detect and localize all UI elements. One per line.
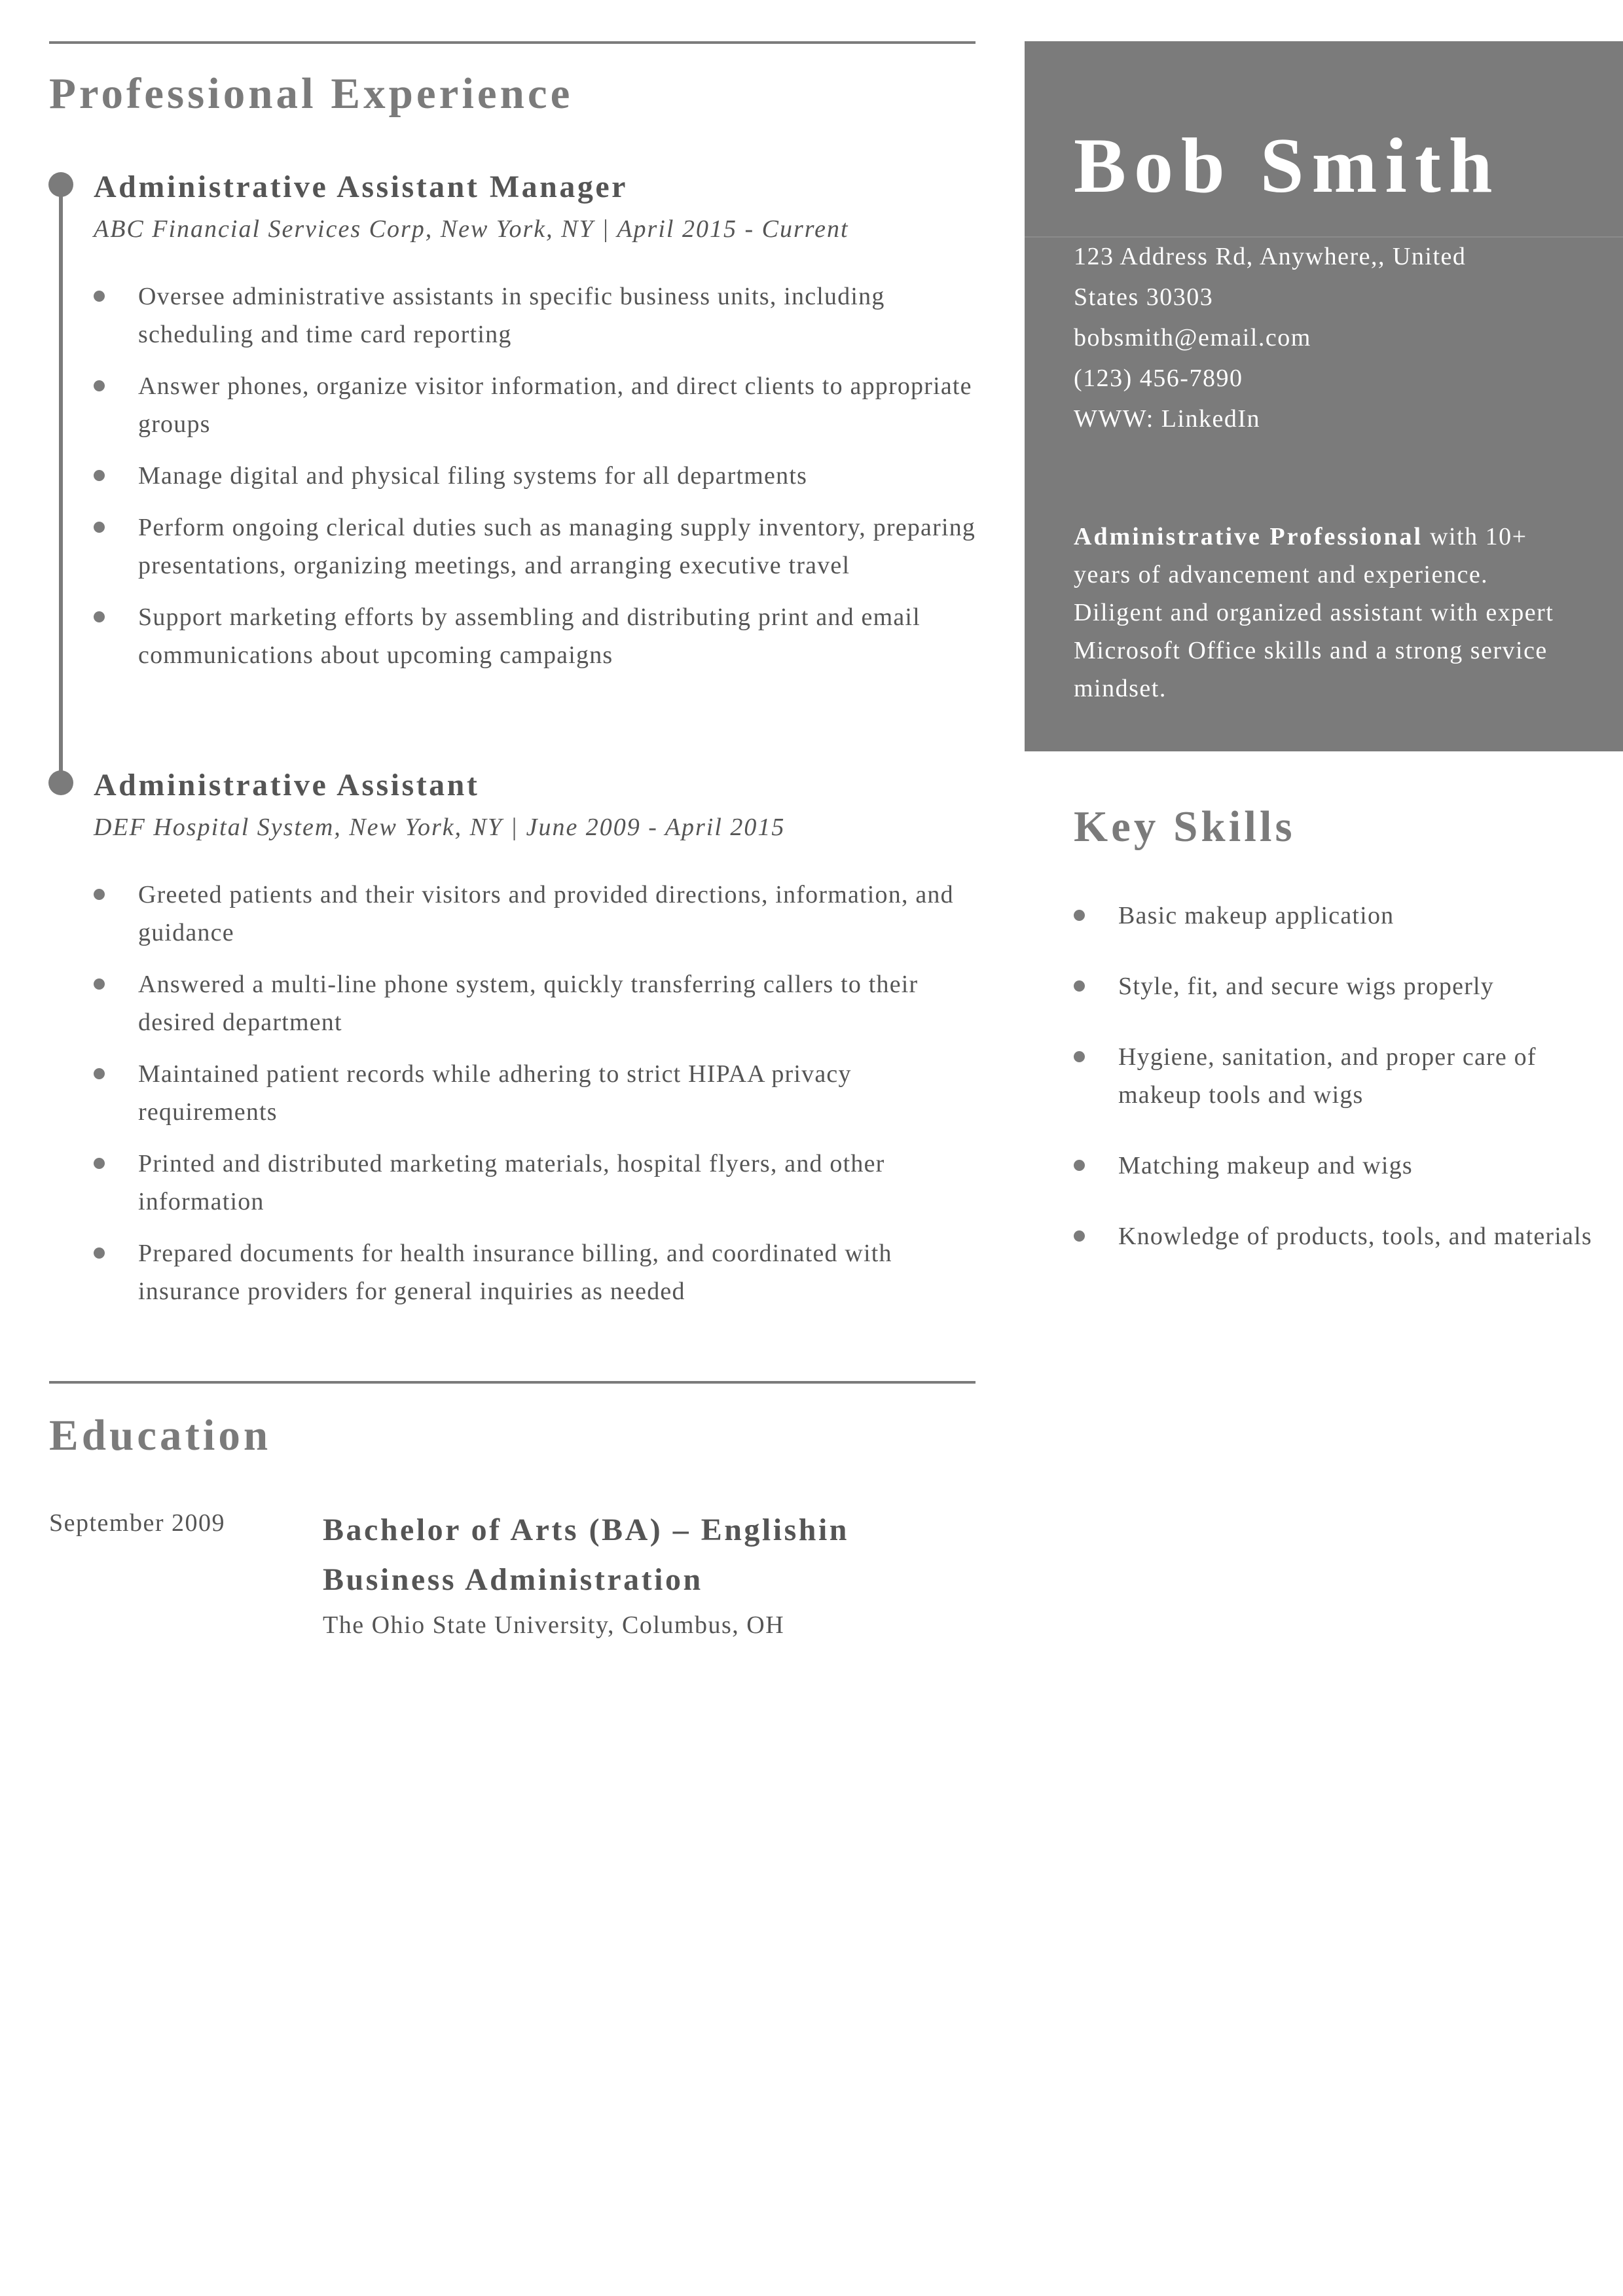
website-link: WWW: LinkedIn <box>1074 405 1261 433</box>
job-title: Administrative Assistant <box>94 768 480 802</box>
duty-item: Answer phones, organize visitor information, and direct clients to appropriate groups <box>94 367 984 443</box>
experience-top-rule <box>49 41 976 44</box>
timeline-dot-job-1 <box>48 172 73 197</box>
timeline-line <box>59 185 63 783</box>
duty-item: Greeted patients and their visitors and provided directions, information, and guidance <box>94 876 984 952</box>
duty-item: Manage digital and physical filing systems for all departments <box>94 457 984 495</box>
email-address: bobsmith@email.com <box>1074 324 1311 351</box>
phone-number: (123) 456-7890 <box>1074 365 1243 392</box>
duty-item: Prepared documents for health insurance billing, and coordinated with insurance providers for general inquiries as needed <box>94 1234 984 1310</box>
job-entry-2 <box>94 764 984 1324</box>
duty-item: Oversee administrative assistants in specific business units, including scheduling and time card reporting <box>94 278 984 353</box>
job-entry-1 <box>94 166 984 688</box>
education-heading: Education <box>49 1411 272 1460</box>
skills-heading: Key Skills <box>1074 802 1296 851</box>
skill-item: Style, fit, and secure wigs properly <box>1074 967 1597 1005</box>
duty-item: Printed and distributed marketing materials, hospital flyers, and other information <box>94 1145 984 1221</box>
summary-text: with 10+ years of advancement and experience. Diligent and organized assistant with expert Microsoft Office skills and a strong service mindset. <box>1074 523 1554 702</box>
duty-item: Maintained patient records while adhering to strict HIPAA privacy requirements <box>94 1055 984 1131</box>
school-name: The Ohio State University, Columbus, OH <box>323 1611 785 1639</box>
job-employer-dates: DEF Hospital System, New York, NY | June 2009 - April 2015 <box>94 814 786 841</box>
skill-item: Knowledge of products, tools, and materials <box>1074 1217 1597 1255</box>
education-date: September 2009 <box>49 1509 226 1537</box>
skill-item: Basic makeup application <box>1074 897 1597 935</box>
experience-heading: Professional Experience <box>49 69 574 118</box>
summary-headline: Administrative Professional <box>1074 523 1423 550</box>
job-employer-dates: ABC Financial Services Corp, New York, NY | April 2015 - Current <box>94 215 849 243</box>
candidate-name: Bob Smith <box>1074 122 1501 209</box>
timeline-dot-job-2 <box>48 770 73 795</box>
skill-item: Hygiene, sanitation, and proper care of makeup tools and wigs <box>1074 1038 1597 1114</box>
address-line-1: 123 Address Rd, Anywhere,, United <box>1074 243 1467 270</box>
education-top-rule <box>49 1381 976 1384</box>
education-entry <box>323 1505 977 1645</box>
skill-item: Matching makeup and wigs <box>1074 1147 1597 1185</box>
skills-list-wrapper <box>1074 897 1597 1288</box>
duty-item: Support marketing efforts by assembling and distributing print and email communications about upcoming campaigns <box>94 598 984 674</box>
contact-info <box>1074 236 1584 439</box>
job-duties <box>94 278 984 674</box>
professional-summary <box>1074 518 1584 708</box>
address-line-2: States 30303 <box>1074 283 1214 311</box>
job-duties <box>94 876 984 1310</box>
duty-item: Perform ongoing clerical duties such as managing supply inventory, preparing presentations, organizing meetings, and arranging executive travel <box>94 509 984 584</box>
degree-title: Bachelor of Arts (BA) – Englishin Business Administration <box>323 1513 849 1597</box>
duty-item: Answered a multi-line phone system, quickly transferring callers to their desired department <box>94 965 984 1041</box>
job-title: Administrative Assistant Manager <box>94 170 628 204</box>
header-box <box>1025 41 1623 751</box>
skills-list <box>1074 897 1597 1255</box>
